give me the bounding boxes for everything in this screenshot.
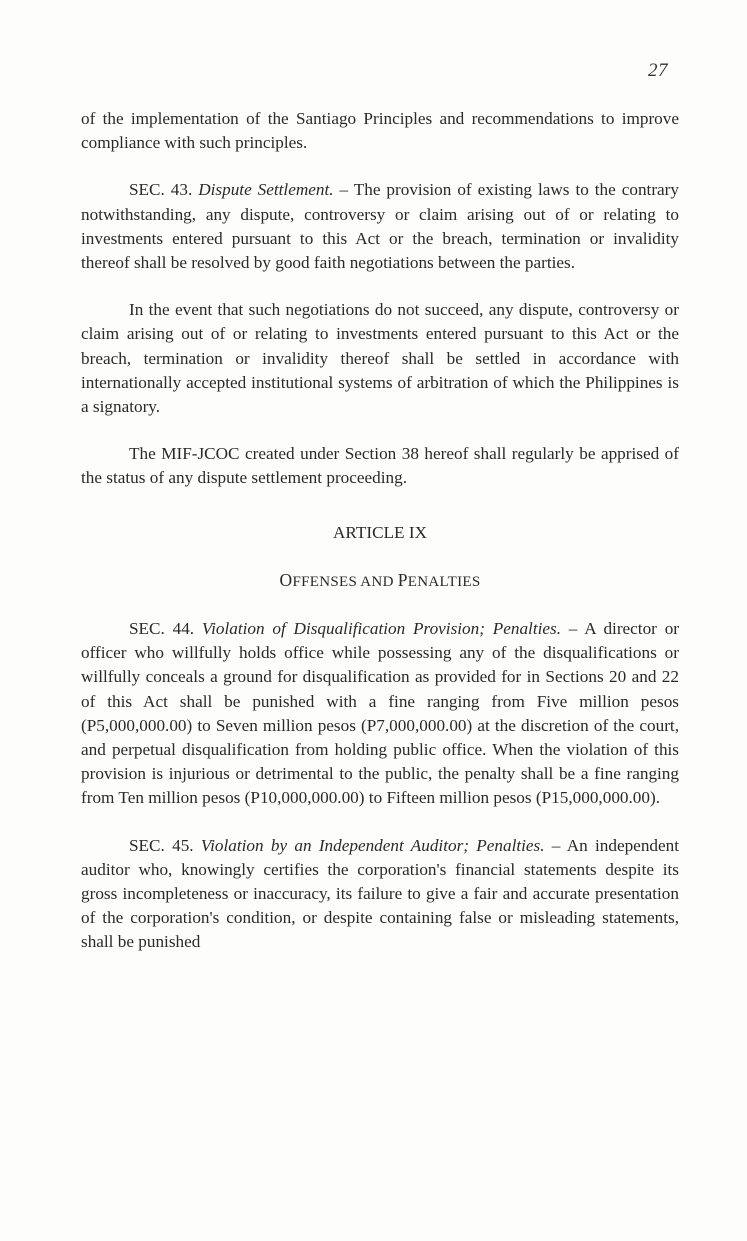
section-title: Dispute Settlement. [198, 180, 334, 200]
paragraph-sec-43 [81, 178, 679, 275]
section-body: – A director or officer who willfully holds office while possessing any of the disqualifications or willfully conceals a ground for disqualification as provided for in Sections 20 and 22 of this Act shall be punished with a fine ranging from Five million pesos (P5,000,000.00) to Seven million pesos (P7,000,000.00) at the discretion of the court, and perpetual disqualification from holding public office. When the violation of this provision is injurious or detrimental to the public, the penalty shall be a fine ranging from Ten million pesos (P10,000,000.00) to Fifteen million pesos (P15,000,000.00). [81, 619, 680, 808]
page-number: 27 [648, 60, 668, 81]
section-number: SEC. 45. [129, 835, 194, 855]
title-part-1: FFENSES AND [292, 573, 398, 590]
article-heading: ARTICLE IX [333, 522, 427, 542]
article-title [81, 568, 679, 594]
title-initial-p: P [397, 569, 408, 590]
paragraph-mif-jcoc: The MIF-JCOC created under Section 38 hereof shall regularly be apprised of the status of any dispute settlement proceeding. [81, 444, 679, 488]
paragraph-arbitration: In the event that such negotiations do not succeed, any dispute, controversy or claim arising out of or relating to investments entered pursuant to this Act or the breach, termination or invalidity thereof shall be settled in accordance with internationally accepted institutional systems of arbitration of which the Philippines is a signatory. [81, 300, 679, 417]
section-number: SEC. 43. [129, 180, 193, 200]
document-body [81, 107, 679, 978]
section-body: – The provision of existing laws to the contrary notwithstanding, any dispute, controversy or claim arising out of or relating to investments entered pursuant to this Act or the breach, termination or invalidity thereof shall be resolved by good faith negotiations between the parties. [81, 180, 679, 273]
section-number: SEC. 44. [129, 619, 195, 639]
section-title: Violation by an Independent Auditor; Penalties. [200, 835, 545, 855]
paragraph-santiago-continuation: of the implementation of the Santiago Principles and recommendations to improve compliance with such principles. [81, 109, 679, 153]
section-body: – An independent auditor who, knowingly certifies the corporation's financial statements despite its gross incompleteness or inaccuracy, its failure to give a fair and accurate presentation of the corporation's condition, or despite containing false or misleading statements, shall be punished [81, 835, 679, 952]
title-initial-o: O [279, 569, 293, 590]
title-part-2: ENALTIES [407, 573, 481, 590]
paragraph-sec-45 [81, 834, 679, 955]
paragraph-sec-44 [81, 617, 679, 811]
section-title: Violation of Disqualification Provision; Penalties. [201, 619, 561, 639]
